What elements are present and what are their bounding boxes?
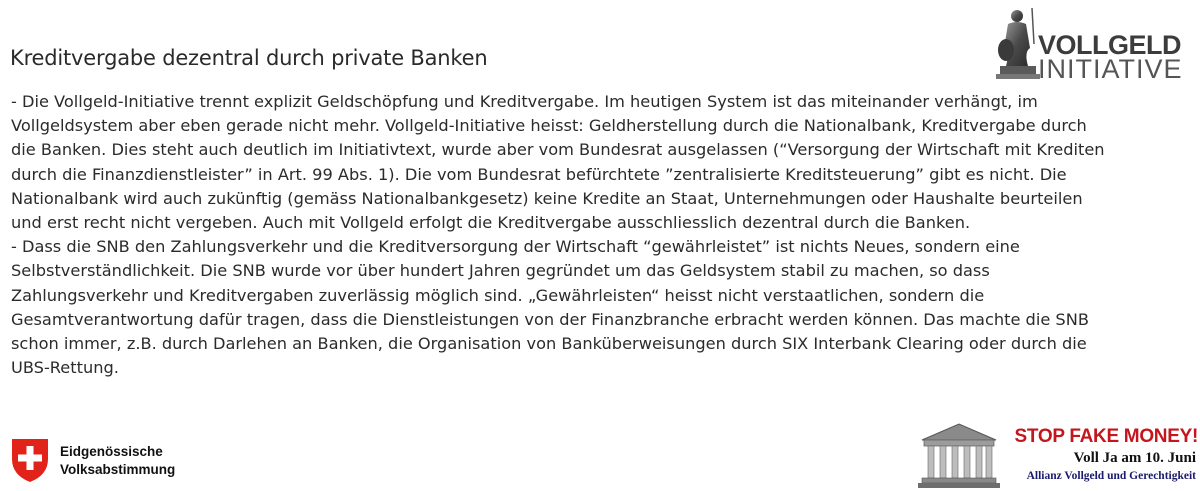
logo-line-2: Volksabstimmung bbox=[60, 462, 176, 477]
paragraph: - Dass die SNB den Zahlungsverkehr und die Kreditversorgung der Wirtschaft “gewährleistet” ist nichts Neues, sondern eine Selbstverständlichkeit. Die SNB wurde vor über hundert Jahren gegründet um das Geldsystem stabil zu machen, so dass Zahlungsverkehr und Kreditvergaben zuverlässig möglich sind. „Gewährleisten“ heisst nicht verstaatlichen, sondern die Gesamtverantwortung dafür tragen, dass die Dienstleistungen von der Finanzbranche erbracht werden können. Das machte die SNB schon immer, z.B. durch Darlehen an Banken, die Organisation von Banküberweisungen durch SIX Interbank Clearing oder durch die UBS-Rettung. bbox=[11, 237, 1089, 378]
volksabstimmung-text bbox=[60, 443, 175, 479]
swiss-shield-icon bbox=[10, 437, 50, 483]
paragraph: - Die Vollgeld-Initiative trennt explizit Geldschöpfung und Kreditvergabe. Im heutigen System ist das miteinander verhängt, im Vollgeldsystem aber eben gerade nicht mehr. Vollgeld-Initiative heisst: Geldherstellung durch die Nationalbank, Kreditvergabe durch die Banken. Dies steht auch deutlich im Initiativtext, wurde aber vom Bundesrat ausgelassen (“Versorgung der Wirtschaft mit Krediten durch die Finanzdienstleister” in Art. 99 Abs. 1). Die vom Bundesrat befürchtete ”zentralisierte Kreditsteuerung” gibt es nicht. Die Nationalbank wird auch zukünftig (gemäss Nationalbankgesetz) keine Kredite an Staat, Unternehmungen oder Haushalte beurteilen und erst recht nicht vergeben. Auch mit Vollgeld erfolgt die Kreditvergabe ausschliesslich dezentral durch die Banken. bbox=[11, 92, 1105, 233]
logo-line-1: Eidgenössische bbox=[60, 444, 163, 459]
logo-line-1: VOLLGELD bbox=[1038, 30, 1181, 60]
banner-headline: STOP FAKE MONEY! bbox=[1014, 426, 1198, 447]
banner-vote-date: Voll Ja am 10. Juni bbox=[1073, 450, 1196, 466]
stop-fake-money-banner bbox=[916, 418, 1200, 491]
vollgeld-initiative-logo bbox=[994, 4, 1186, 84]
statue-icon bbox=[994, 4, 1042, 80]
page-title: Kreditvergabe dezentral durch private Banken bbox=[10, 46, 488, 70]
volksabstimmung-logo bbox=[10, 437, 210, 487]
banner-alliance: Allianz Vollgeld und Gerechtigkeit bbox=[1026, 470, 1196, 482]
body-text bbox=[11, 90, 1196, 380]
logo-line-2: INITIATIVE bbox=[1038, 54, 1183, 84]
